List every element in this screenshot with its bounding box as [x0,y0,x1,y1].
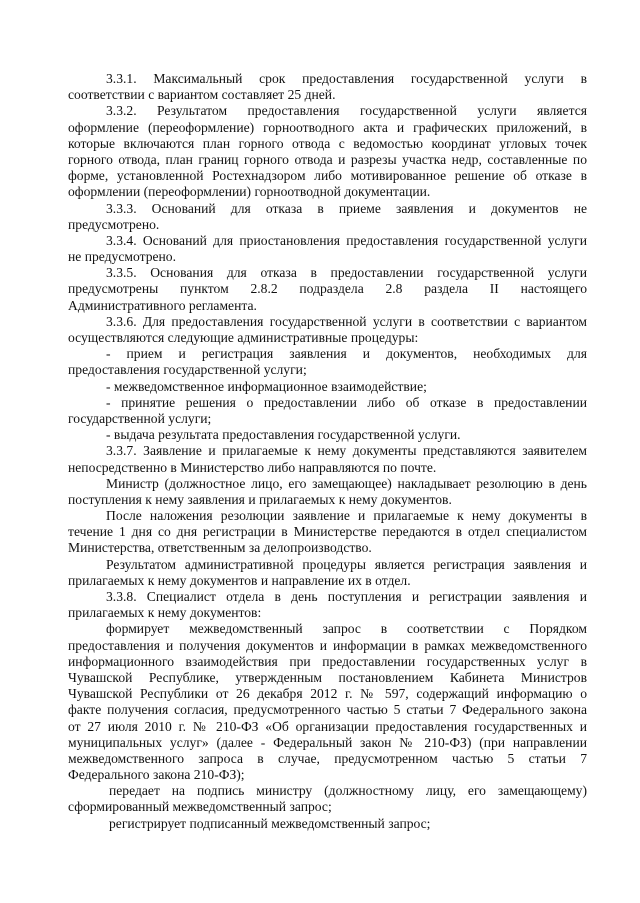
text-line: формирует межведомственный запрос в соответствии с Порядком [106,621,587,637]
text-line: Административного регламента. [68,297,257,313]
text-line: 3.3.2. Результатом предоставления государственной услуги является [106,103,587,119]
text-line: прилагаемых к нему документов: [68,605,262,621]
text-line: 3.3.3. Оснований для отказа в приеме заявления и документов не [106,200,587,216]
text-line: - межведомственное информационное взаимодействие; [106,378,427,394]
text-line: 3.3.8. Специалист отдела в день поступления и регистрации заявления и [106,589,587,604]
text-line: передает на подпись министру (должностному лицу, его замещающему) [109,783,587,799]
text-line: Федерального закона 210-ФЗ); [68,767,245,783]
text-line: межведомственного запроса в случае, предусмотренном частью 5 статьи 7 [68,750,587,766]
text-line: регистрирует подписанный межведомственный запрос; [109,815,431,831]
text-line: прилагаемых к нему документов и направление их в отдел. [68,572,411,588]
text-line: оформление (переоформление) горноотводного акта и графических приложений, в [68,119,587,135]
text-line: предусмотрено. [68,216,160,232]
text-line: государственной услуги; [68,410,212,426]
text-line: информационного взаимодействия при предоставлении государственных услуг в [68,653,587,669]
text-line: от 27 июля 2010 г. № 210-ФЗ «Об организации предоставления государственных и [68,718,587,734]
text-line: 3.3.6. Для предоставления государственной услуги в соответствии с вариантом [106,313,587,329]
text-line: соответствии с вариантом составляет 25 дней. [68,87,336,103]
text-line: Министр (должностное лицо, его замещающее) накладывает резолюцию в день [106,475,587,491]
text-line: предусмотрены пунктом 2.8.2 подраздела 2.8 раздела II настоящего [68,281,587,297]
text-line: предоставления и получения документов и информации в рамках межведомственного [68,637,587,653]
text-line: муниципальных услуг» (далее - Федеральный закон № 210-ФЗ) (при направлении [68,734,587,750]
text-line: После наложения резолюции заявление и прилагаемые к нему документы в [106,508,587,524]
text-line: 3.3.5. Основания для отказа в предоставлении государственной услуги [106,265,587,281]
text-line: форме, установленной Ростехнадзором либо мотивированное решение об отказе в [68,168,587,184]
text-line: 3.3.1. Максимальный срок предоставления государственной услуги в [106,71,587,86]
text-line: поступления к нему заявления и прилагаемых к нему документов. [68,491,452,507]
text-line: Чувашской Республики от 26 декабря 2012 г. № 597, содержащий информацию о [68,686,587,702]
document-body [68,71,587,832]
text-line: горного отвода, план границ горного отвода и разрезы участка недр, составленные по [68,151,587,167]
text-line: факте получения согласия, предусмотренного частью 5 статьи 7 Федерального закона [68,702,587,718]
text-line: предоставления государственной услуги; [68,362,307,378]
text-line: 3.3.7. Заявление и прилагаемые к нему документы представляются заявителем [106,443,587,459]
text-line: сформированный межведомственный запрос; [68,799,332,815]
text-line: - выдача результата предоставления государственной услуги. [106,427,461,443]
text-line: Результатом административной процедуры является регистрация заявления и [106,556,587,572]
text-line: не предусмотрено. [68,249,177,265]
text-line: непосредственно в Министерство либо направляются по почте. [68,459,437,475]
text-line: которые включаются план горного отвода с ведомостью координат угловых точек [68,135,587,151]
text-line: течение 1 дня со дня регистрации в Министерстве передаются в отдел специалистом [68,524,587,540]
text-line: - принятие решения о предоставлении либо об отказе в предоставлении [106,394,587,410]
text-line: - прием и регистрация заявления и документов, необходимых для [106,346,587,362]
text-line: осуществляются следующие административные процедуры: [68,330,419,345]
text-line: оформлении (переоформлении) горноотводной документации. [68,184,431,200]
text-line: Министерства, ответственным за делопроизводство. [68,540,372,556]
text-line: 3.3.4. Оснований для приостановления предоставления государственной услуги [106,232,587,248]
text-line: Чувашской Республике, утвержденным постановлением Кабинета Министров [68,669,587,685]
